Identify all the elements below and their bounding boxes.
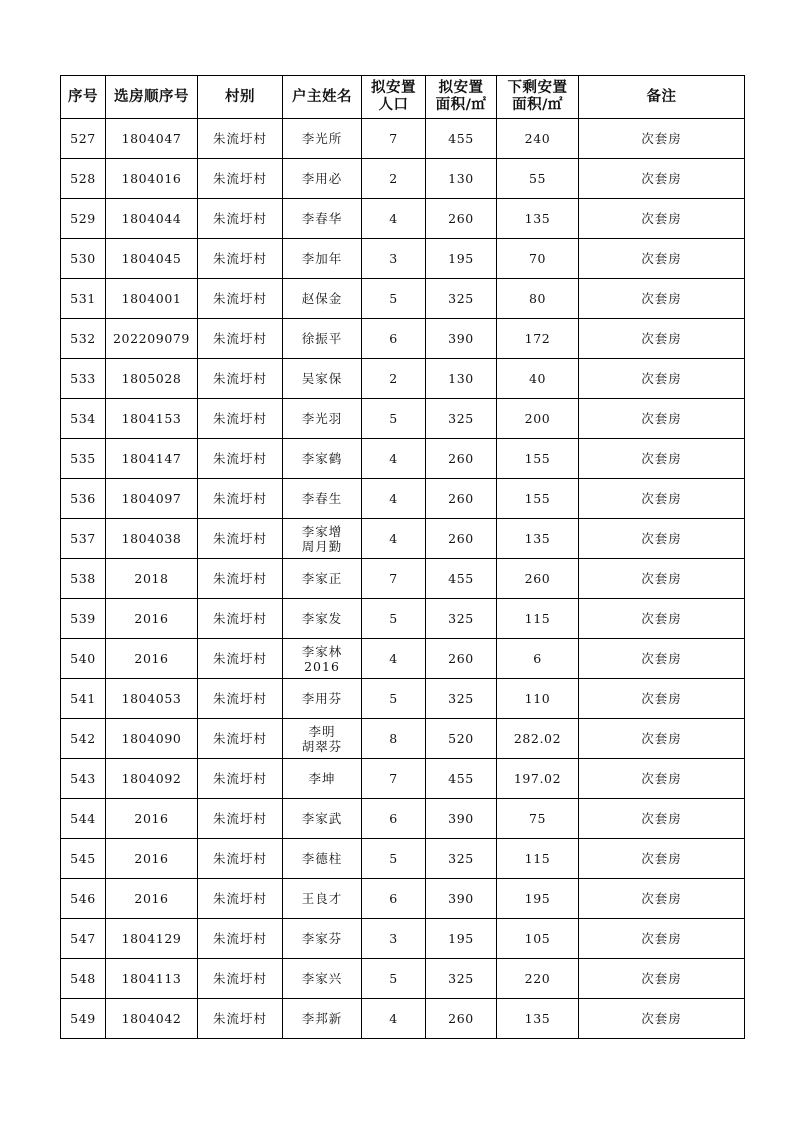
remaining-area-cell: 155 — [497, 439, 579, 479]
area-cell: 260 — [426, 439, 497, 479]
remaining-area-cell: 75 — [497, 799, 579, 839]
remark-cell: 次套房 — [579, 639, 745, 679]
remaining-area-cell: 110 — [497, 679, 579, 719]
order-no-cell: 1804044 — [106, 199, 198, 239]
remaining-area-cell: 195 — [497, 879, 579, 919]
people-cell: 2 — [362, 359, 426, 399]
order-no-cell: 2016 — [106, 599, 198, 639]
remaining-area-cell: 115 — [497, 599, 579, 639]
people-cell: 3 — [362, 239, 426, 279]
remark-cell: 次套房 — [579, 279, 745, 319]
householder-cell: 李家增 周月勤 — [283, 519, 362, 559]
householder-cell: 李家林 2016 — [283, 639, 362, 679]
seq-cell: 529 — [61, 199, 106, 239]
remaining-area-cell: 115 — [497, 839, 579, 879]
header-row — [61, 76, 745, 119]
people-cell: 3 — [362, 919, 426, 959]
area-cell: 325 — [426, 599, 497, 639]
remark-cell: 次套房 — [579, 239, 745, 279]
order-no-cell: 1804147 — [106, 439, 198, 479]
remaining-area-cell: 155 — [497, 479, 579, 519]
village-cell: 朱流圩村 — [198, 759, 283, 799]
order-no-cell: 2016 — [106, 639, 198, 679]
seq-cell: 539 — [61, 599, 106, 639]
area-cell: 520 — [426, 719, 497, 759]
remark-cell: 次套房 — [579, 799, 745, 839]
people-cell: 4 — [362, 519, 426, 559]
table-row — [61, 799, 745, 839]
householder-cell: 李光所 — [283, 119, 362, 159]
householder-cell: 李家鹤 — [283, 439, 362, 479]
village-cell: 朱流圩村 — [198, 879, 283, 919]
seq-cell: 528 — [61, 159, 106, 199]
village-cell: 朱流圩村 — [198, 119, 283, 159]
table-row — [61, 479, 745, 519]
seq-cell: 546 — [61, 879, 106, 919]
remaining-area-cell: 240 — [497, 119, 579, 159]
householder-cell: 徐振平 — [283, 319, 362, 359]
remaining-area-cell: 282.02 — [497, 719, 579, 759]
area-cell: 260 — [426, 999, 497, 1039]
header-cell: 序号 — [61, 76, 106, 119]
people-cell: 6 — [362, 879, 426, 919]
village-cell: 朱流圩村 — [198, 359, 283, 399]
seq-cell: 531 — [61, 279, 106, 319]
remark-cell: 次套房 — [579, 719, 745, 759]
householder-cell: 李邦新 — [283, 999, 362, 1039]
remark-cell: 次套房 — [579, 439, 745, 479]
village-cell: 朱流圩村 — [198, 959, 283, 999]
table-row — [61, 199, 745, 239]
remark-cell: 次套房 — [579, 759, 745, 799]
people-cell: 4 — [362, 999, 426, 1039]
people-cell: 4 — [362, 639, 426, 679]
remark-cell: 次套房 — [579, 119, 745, 159]
order-no-cell: 2016 — [106, 879, 198, 919]
people-cell: 5 — [362, 679, 426, 719]
people-cell: 5 — [362, 599, 426, 639]
householder-cell: 王良才 — [283, 879, 362, 919]
area-cell: 390 — [426, 799, 497, 839]
area-cell: 325 — [426, 279, 497, 319]
householder-cell: 吴家保 — [283, 359, 362, 399]
table-row — [61, 639, 745, 679]
header-cell: 下剩安置 面积/㎡ — [497, 76, 579, 119]
table-row — [61, 959, 745, 999]
table-row — [61, 879, 745, 919]
area-cell: 325 — [426, 959, 497, 999]
seq-cell: 527 — [61, 119, 106, 159]
header-cell: 选房顺序号 — [106, 76, 198, 119]
order-no-cell: 2016 — [106, 839, 198, 879]
order-no-cell: 202209079 — [106, 319, 198, 359]
remaining-area-cell: 135 — [497, 519, 579, 559]
village-cell: 朱流圩村 — [198, 239, 283, 279]
householder-cell: 李家芬 — [283, 919, 362, 959]
householder-cell: 李坤 — [283, 759, 362, 799]
seq-cell: 538 — [61, 559, 106, 599]
people-cell: 4 — [362, 439, 426, 479]
area-cell: 260 — [426, 199, 497, 239]
village-cell: 朱流圩村 — [198, 319, 283, 359]
remaining-area-cell: 40 — [497, 359, 579, 399]
householder-cell: 李家发 — [283, 599, 362, 639]
table-row — [61, 519, 745, 559]
seq-cell: 543 — [61, 759, 106, 799]
householder-cell: 李家兴 — [283, 959, 362, 999]
remark-cell: 次套房 — [579, 679, 745, 719]
header-cell: 拟安置 人口 — [362, 76, 426, 119]
seq-cell: 533 — [61, 359, 106, 399]
remaining-area-cell: 135 — [497, 199, 579, 239]
seq-cell: 544 — [61, 799, 106, 839]
householder-cell: 李家武 — [283, 799, 362, 839]
area-cell: 260 — [426, 639, 497, 679]
order-no-cell: 1804016 — [106, 159, 198, 199]
village-cell: 朱流圩村 — [198, 399, 283, 439]
remark-cell: 次套房 — [579, 959, 745, 999]
people-cell: 4 — [362, 479, 426, 519]
order-no-cell: 2016 — [106, 799, 198, 839]
people-cell: 7 — [362, 119, 426, 159]
village-cell: 朱流圩村 — [198, 159, 283, 199]
area-cell: 260 — [426, 519, 497, 559]
householder-cell: 李德柱 — [283, 839, 362, 879]
remaining-area-cell: 6 — [497, 639, 579, 679]
table-body — [61, 119, 745, 1039]
people-cell: 8 — [362, 719, 426, 759]
header-cell: 拟安置 面积/㎡ — [426, 76, 497, 119]
remark-cell: 次套房 — [579, 879, 745, 919]
village-cell: 朱流圩村 — [198, 279, 283, 319]
table-row — [61, 279, 745, 319]
people-cell: 6 — [362, 799, 426, 839]
village-cell: 朱流圩村 — [198, 199, 283, 239]
order-no-cell: 1804053 — [106, 679, 198, 719]
area-cell: 130 — [426, 159, 497, 199]
seq-cell: 548 — [61, 959, 106, 999]
village-cell: 朱流圩村 — [198, 519, 283, 559]
seq-cell: 542 — [61, 719, 106, 759]
order-no-cell: 1804038 — [106, 519, 198, 559]
village-cell: 朱流圩村 — [198, 919, 283, 959]
area-cell: 130 — [426, 359, 497, 399]
remaining-area-cell: 135 — [497, 999, 579, 1039]
remark-cell: 次套房 — [579, 919, 745, 959]
order-no-cell: 2018 — [106, 559, 198, 599]
remark-cell: 次套房 — [579, 479, 745, 519]
village-cell: 朱流圩村 — [198, 799, 283, 839]
people-cell: 2 — [362, 159, 426, 199]
remark-cell: 次套房 — [579, 599, 745, 639]
table-row — [61, 319, 745, 359]
area-cell: 325 — [426, 839, 497, 879]
table-row — [61, 239, 745, 279]
seq-cell: 541 — [61, 679, 106, 719]
remaining-area-cell: 220 — [497, 959, 579, 999]
seq-cell: 545 — [61, 839, 106, 879]
remark-cell: 次套房 — [579, 159, 745, 199]
table-row — [61, 159, 745, 199]
householder-cell: 李用芬 — [283, 679, 362, 719]
village-cell: 朱流圩村 — [198, 719, 283, 759]
table-row — [61, 359, 745, 399]
people-cell: 5 — [362, 839, 426, 879]
householder-cell: 李家正 — [283, 559, 362, 599]
order-no-cell: 1805028 — [106, 359, 198, 399]
village-cell: 朱流圩村 — [198, 599, 283, 639]
seq-cell: 530 — [61, 239, 106, 279]
order-no-cell: 1804129 — [106, 919, 198, 959]
people-cell: 4 — [362, 199, 426, 239]
table-row — [61, 599, 745, 639]
householder-cell: 李春华 — [283, 199, 362, 239]
people-cell: 5 — [362, 959, 426, 999]
header-cell: 村别 — [198, 76, 283, 119]
village-cell: 朱流圩村 — [198, 999, 283, 1039]
village-cell: 朱流圩村 — [198, 679, 283, 719]
area-cell: 325 — [426, 399, 497, 439]
area-cell: 455 — [426, 119, 497, 159]
people-cell: 7 — [362, 559, 426, 599]
resettlement-table — [60, 75, 745, 1039]
remark-cell: 次套房 — [579, 519, 745, 559]
householder-cell: 李明 胡翠芬 — [283, 719, 362, 759]
householder-cell: 赵保金 — [283, 279, 362, 319]
people-cell: 5 — [362, 279, 426, 319]
seq-cell: 537 — [61, 519, 106, 559]
table-row — [61, 559, 745, 599]
seq-cell: 547 — [61, 919, 106, 959]
table-row — [61, 919, 745, 959]
remaining-area-cell: 197.02 — [497, 759, 579, 799]
seq-cell: 540 — [61, 639, 106, 679]
header-cell: 户主姓名 — [283, 76, 362, 119]
table-row — [61, 759, 745, 799]
remaining-area-cell: 172 — [497, 319, 579, 359]
order-no-cell: 1804092 — [106, 759, 198, 799]
householder-cell: 李加年 — [283, 239, 362, 279]
table-row — [61, 119, 745, 159]
table-row — [61, 679, 745, 719]
table-row — [61, 719, 745, 759]
remaining-area-cell: 200 — [497, 399, 579, 439]
order-no-cell: 1804047 — [106, 119, 198, 159]
area-cell: 195 — [426, 919, 497, 959]
table-row — [61, 399, 745, 439]
remaining-area-cell: 105 — [497, 919, 579, 959]
householder-cell: 李光羽 — [283, 399, 362, 439]
village-cell: 朱流圩村 — [198, 839, 283, 879]
village-cell: 朱流圩村 — [198, 479, 283, 519]
table-row — [61, 439, 745, 479]
people-cell: 6 — [362, 319, 426, 359]
remark-cell: 次套房 — [579, 199, 745, 239]
remaining-area-cell: 55 — [497, 159, 579, 199]
seq-cell: 536 — [61, 479, 106, 519]
order-no-cell: 1804045 — [106, 239, 198, 279]
remaining-area-cell: 260 — [497, 559, 579, 599]
remark-cell: 次套房 — [579, 399, 745, 439]
village-cell: 朱流圩村 — [198, 639, 283, 679]
householder-cell: 李春生 — [283, 479, 362, 519]
order-no-cell: 1804090 — [106, 719, 198, 759]
village-cell: 朱流圩村 — [198, 559, 283, 599]
remark-cell: 次套房 — [579, 359, 745, 399]
seq-cell: 535 — [61, 439, 106, 479]
area-cell: 455 — [426, 559, 497, 599]
seq-cell: 532 — [61, 319, 106, 359]
area-cell: 260 — [426, 479, 497, 519]
header-cell: 备注 — [579, 76, 745, 119]
remark-cell: 次套房 — [579, 559, 745, 599]
area-cell: 390 — [426, 879, 497, 919]
remark-cell: 次套房 — [579, 999, 745, 1039]
village-cell: 朱流圩村 — [198, 439, 283, 479]
area-cell: 195 — [426, 239, 497, 279]
order-no-cell: 1804113 — [106, 959, 198, 999]
people-cell: 7 — [362, 759, 426, 799]
remaining-area-cell: 70 — [497, 239, 579, 279]
table-row — [61, 839, 745, 879]
area-cell: 325 — [426, 679, 497, 719]
remark-cell: 次套房 — [579, 319, 745, 359]
seq-cell: 549 — [61, 999, 106, 1039]
order-no-cell: 1804153 — [106, 399, 198, 439]
people-cell: 5 — [362, 399, 426, 439]
order-no-cell: 1804042 — [106, 999, 198, 1039]
area-cell: 390 — [426, 319, 497, 359]
order-no-cell: 1804001 — [106, 279, 198, 319]
seq-cell: 534 — [61, 399, 106, 439]
area-cell: 455 — [426, 759, 497, 799]
order-no-cell: 1804097 — [106, 479, 198, 519]
remaining-area-cell: 80 — [497, 279, 579, 319]
householder-cell: 李用必 — [283, 159, 362, 199]
remark-cell: 次套房 — [579, 839, 745, 879]
table-row — [61, 999, 745, 1039]
